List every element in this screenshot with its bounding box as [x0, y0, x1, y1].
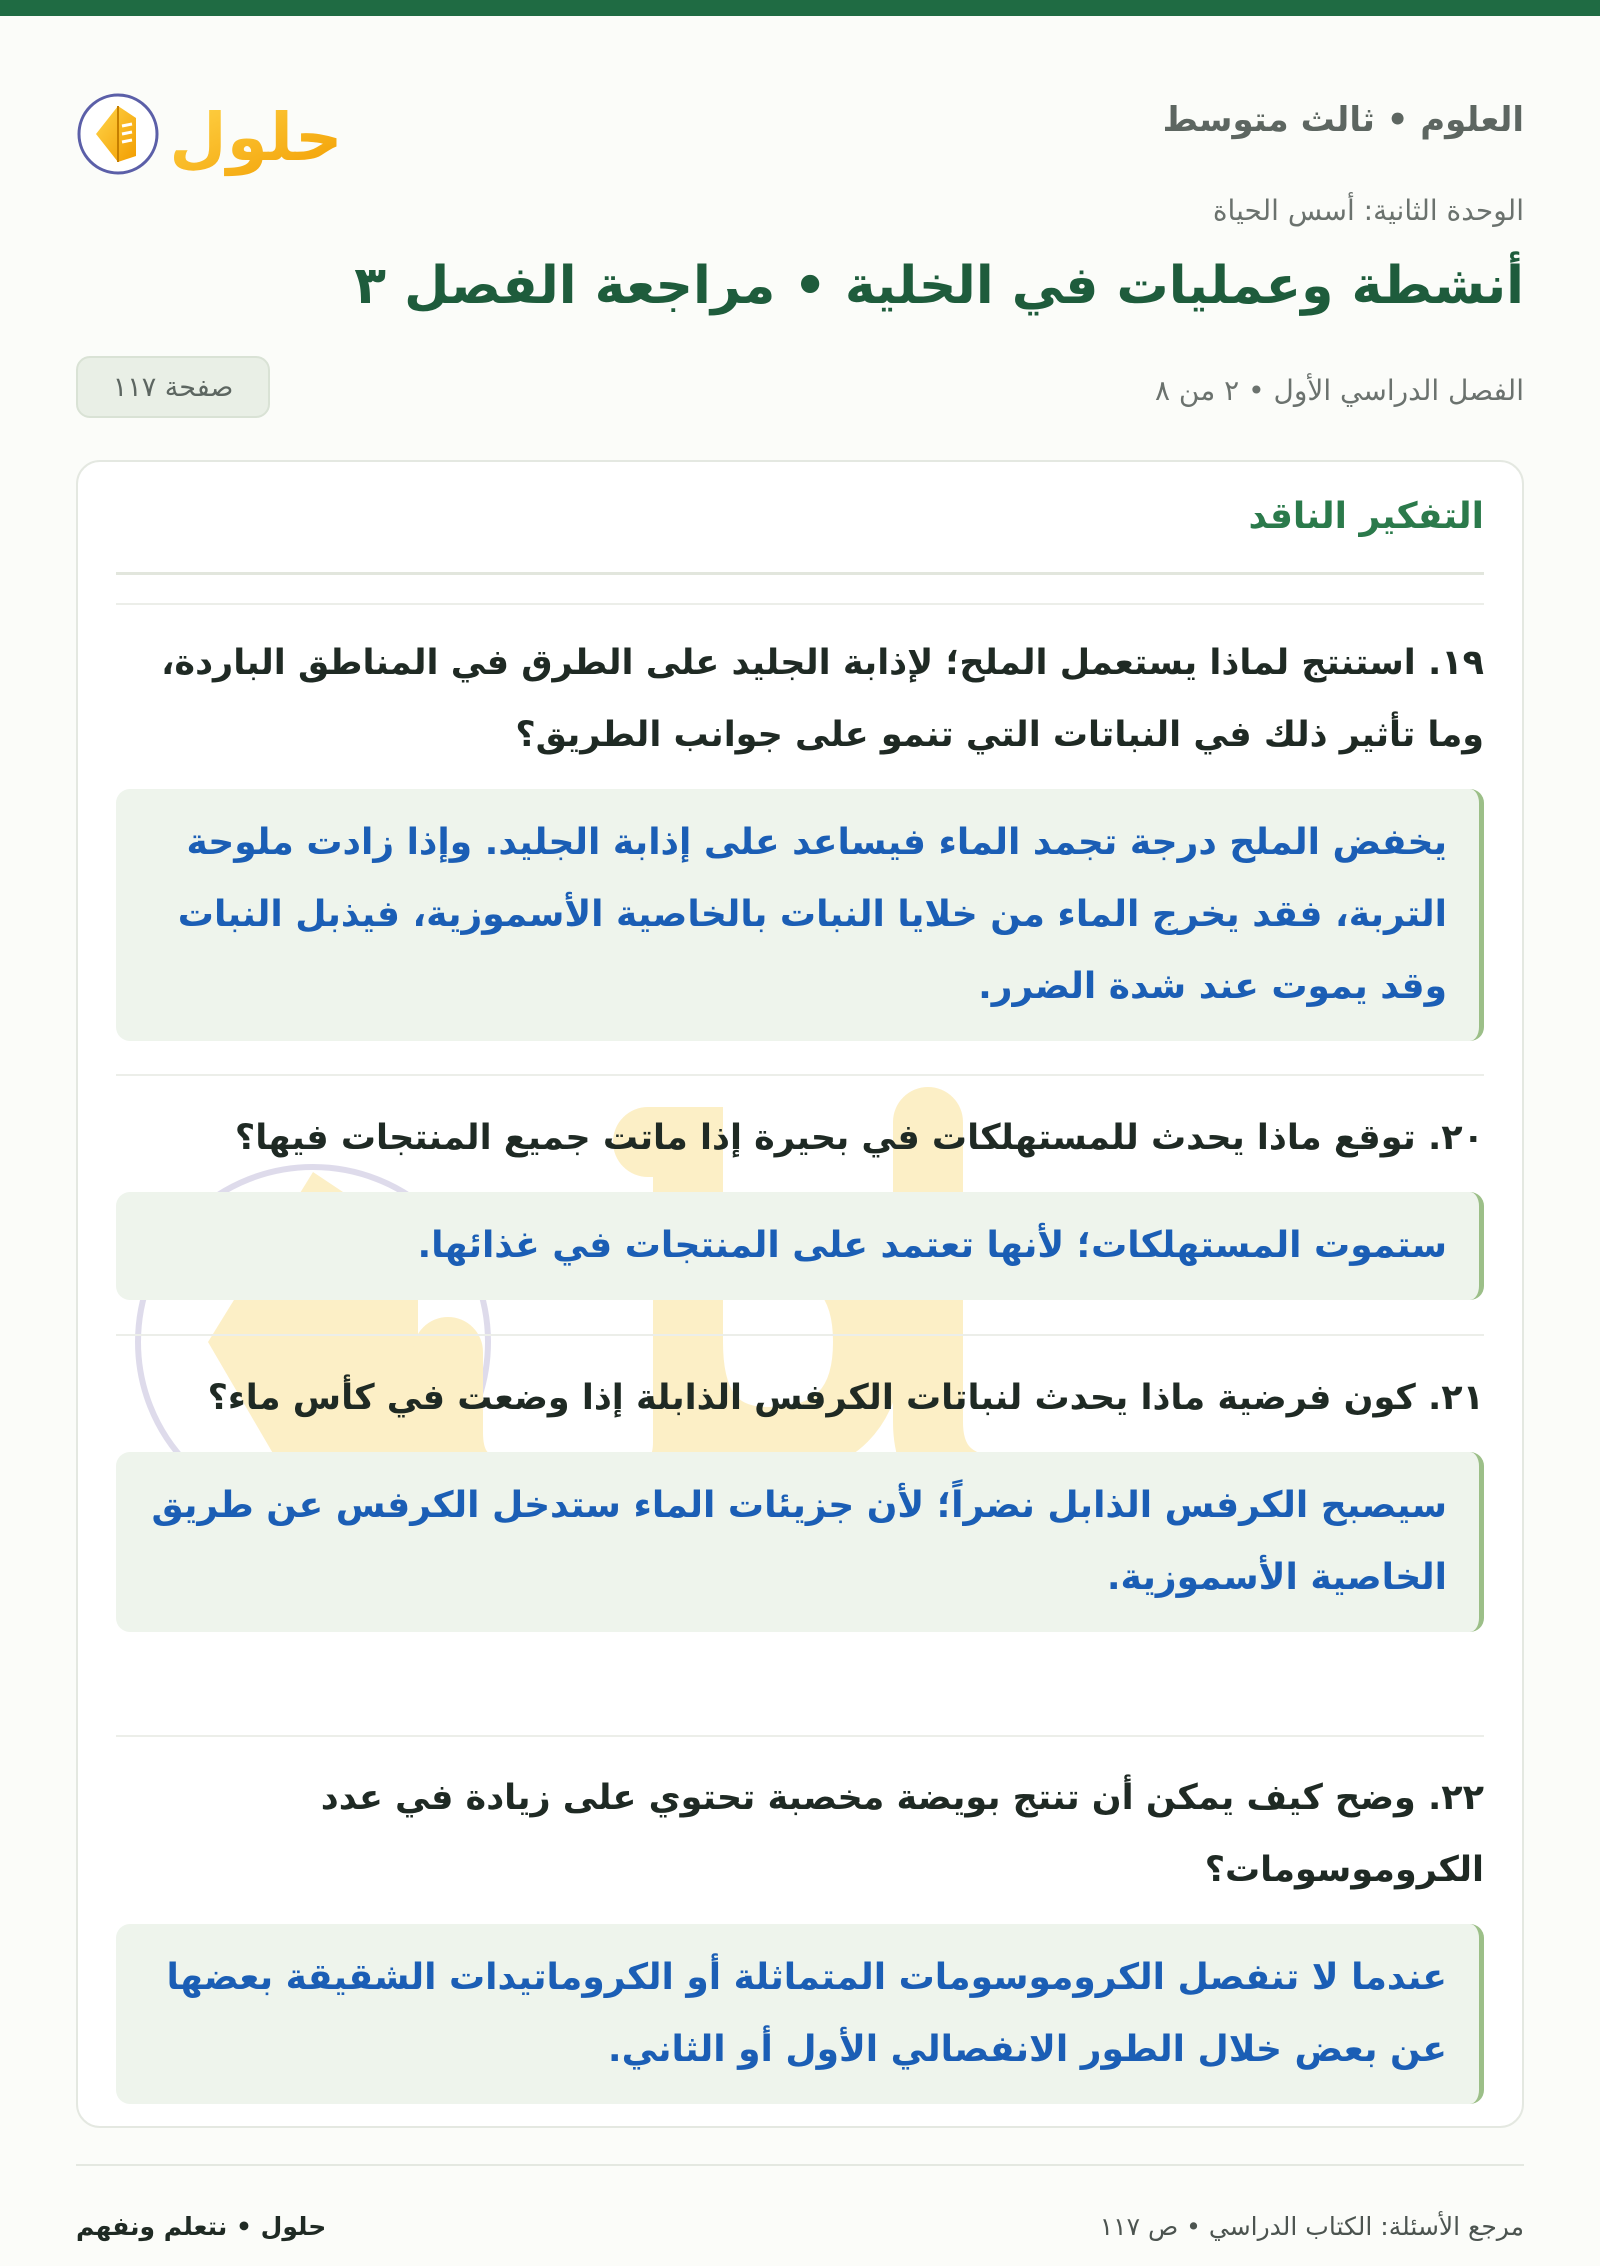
logo-wordmark: حلول: [169, 99, 343, 176]
question-item-21: [116, 1362, 1484, 1632]
answer-box: سيصبح الكرفس الذابل نضراً؛ لأن جزيئات الماء ستدخل الكرفس عن طريق الخاصية الأسموزية.: [116, 1452, 1484, 1632]
question-text: ٢٢. وضح كيف يمكن أن تنتج بويضة مخصبة تحتوي على زيادة في عدد الكروموسومات؟: [320, 1778, 1484, 1890]
answer-box: ستموت المستهلكات؛ لأنها تعتمد على المنتجات في غذائها.: [116, 1192, 1484, 1300]
question-text: ٢٠. توقع ماذا يحدث للمستهلكات في بحيرة إذا ماتت جميع المنتجات فيها؟: [234, 1118, 1484, 1158]
question-divider: [116, 1074, 1484, 1076]
question-item-19: [116, 627, 1484, 1041]
question-text: ٢١. كون فرضية ماذا يحدث لنباتات الكرفس الذابلة إذا وضعت في كأس ماء؟: [207, 1378, 1484, 1418]
critical-thinking-card: [76, 460, 1524, 2128]
page: [0, 16, 1600, 2266]
question-divider: [116, 1735, 1484, 1737]
semester-label: الفصل الدراسي الأول • ٢ من ٨: [1154, 374, 1524, 407]
page-header: [76, 78, 1524, 178]
question-text: ١٩. استنتج لماذا يستعمل الملح؛ لإذابة الجليد على الطرق في المناطق الباردة، وما تأثير ذلك في النباتات التي تنمو على جوانب الطريق؟: [161, 643, 1484, 755]
page-number-badge: صفحة ١١٧: [76, 356, 270, 418]
footer-divider: [76, 2164, 1524, 2166]
page-title: أنشطة وعمليات في الخلية • مراجعة الفصل ٣: [354, 256, 1524, 316]
top-accent-bar: [0, 0, 1600, 16]
question-item-20: [116, 1102, 1484, 1300]
answer-box: يخفض الملح درجة تجمد الماء فيساعد على إذابة الجليد. وإذا زادت ملوحة التربة، فقد يخرج الماء من خلايا النبات بالخاصية الأسموزية، فيذبل النبات وقد يموت عند شدة الضرر.: [116, 789, 1484, 1041]
question-item-22: [116, 1762, 1484, 2104]
subject-label: العلوم • ثالث متوسط: [1162, 100, 1524, 140]
footer-brand: حلول • نتعلم ونفهم: [76, 2212, 327, 2241]
question-divider: [116, 603, 1484, 605]
question-divider: [116, 1334, 1484, 1336]
footer-reference: مرجع الأسئلة: الكتاب الدراسي • ص ١١٧: [1099, 2212, 1524, 2241]
hulul-logo[interactable]: [76, 78, 346, 178]
section-divider: [116, 572, 1484, 575]
unit-label: الوحدة الثانية: أسس الحياة: [1212, 194, 1524, 227]
section-title: التفكير الناقد: [1248, 496, 1484, 537]
answer-box: عندما لا تنفصل الكروموسومات المتماثلة أو الكروماتيدات الشقيقة بعضها عن بعض خلال الطور الانفصالي الأول أو الثاني.: [116, 1924, 1484, 2104]
